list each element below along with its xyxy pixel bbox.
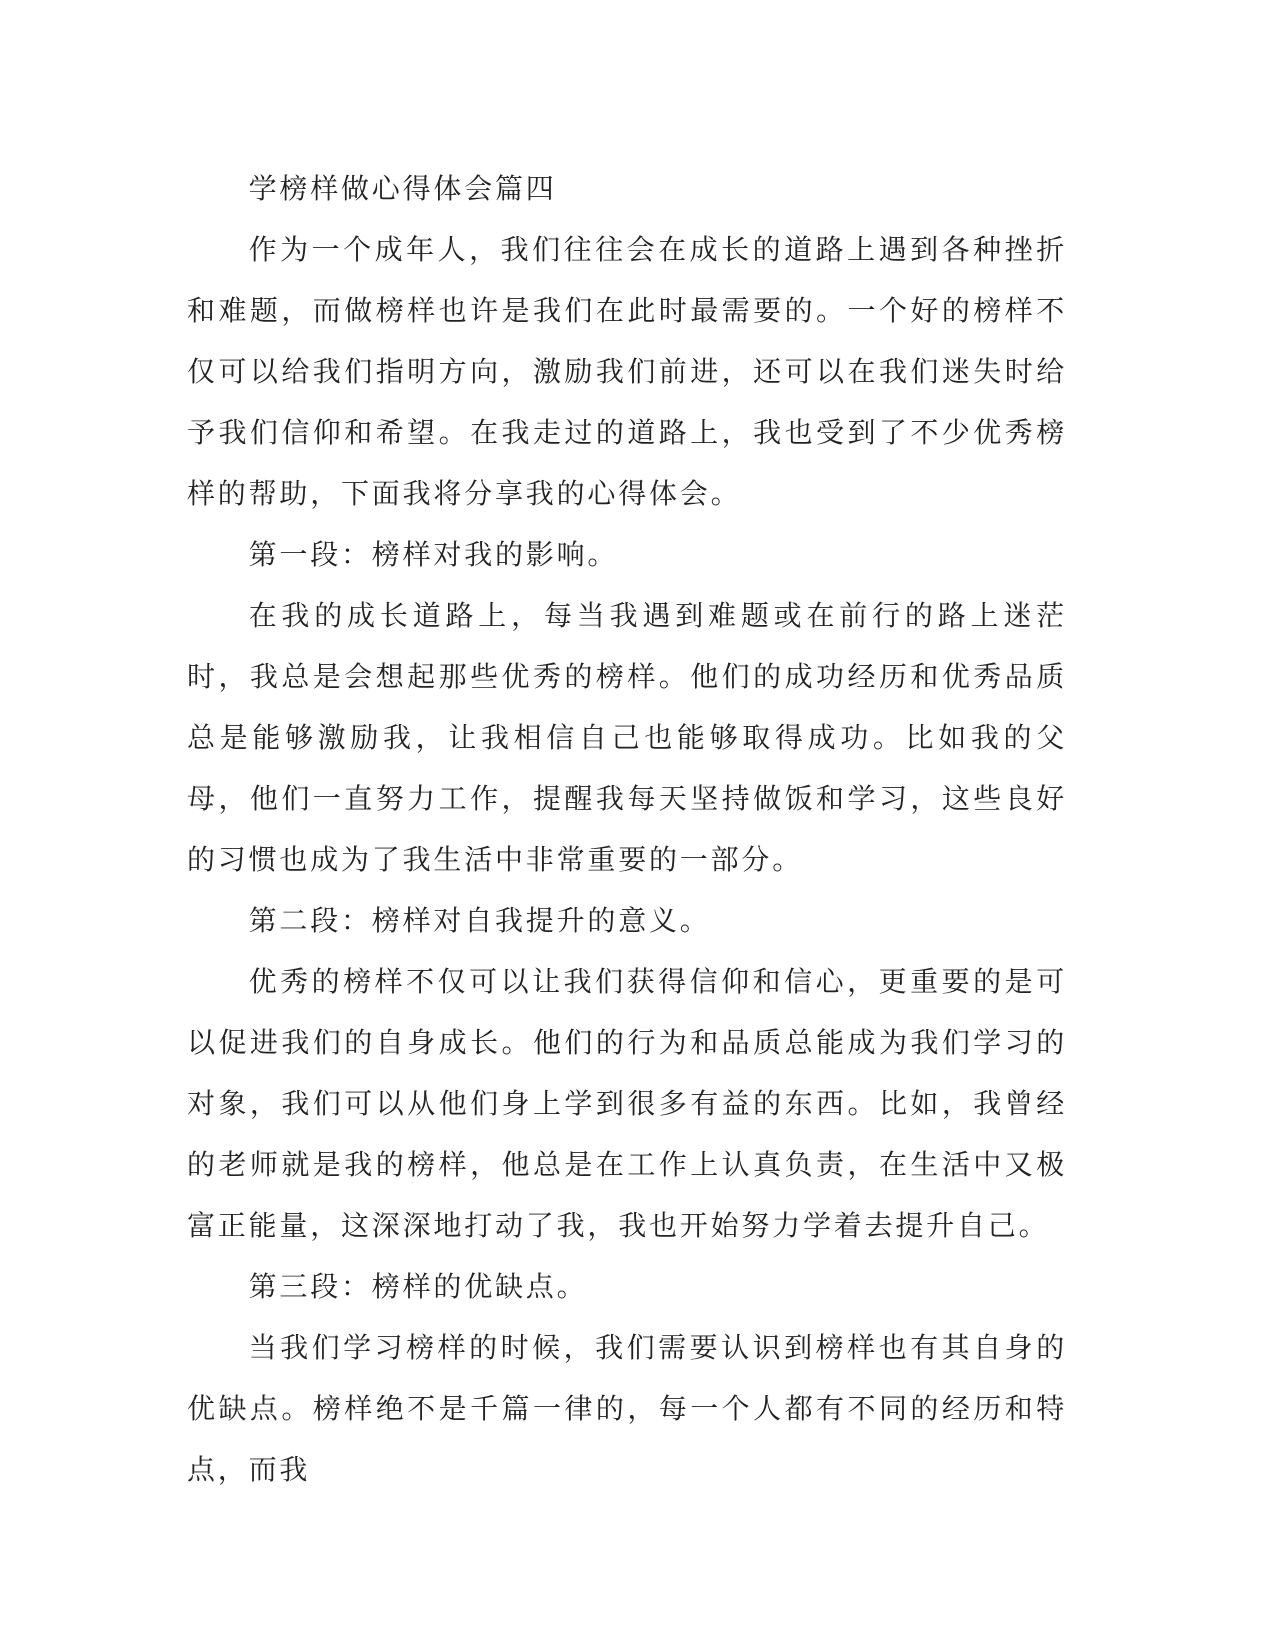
paragraph-intro: 作为一个成年人，我们往往会在成长的道路上遇到各种挫折和难题，而做榜样也许是我们在此时最需要的。一个好的榜样不仅可以给我们指明方向，激励我们前进，还可以在我们迷失时给予我们信仰和希望。在我走过的道路上，我也受到了不少优秀榜样的帮助，下面我将分享我的心得体会。 bbox=[187, 233, 1067, 510]
paragraph-section-3: 当我们学习榜样的时候，我们需要认识到榜样也有其自身的优缺点。榜样绝不是千篇一律的，每一个人都有不同的经历和特点，而我 bbox=[187, 1331, 1067, 1486]
document-title: 学榜样做心得体会篇四 bbox=[248, 172, 557, 205]
document-body bbox=[187, 158, 1067, 1500]
section-heading-3: 第三段：榜样的优缺点。 bbox=[248, 1270, 588, 1303]
section-heading-2: 第二段：榜样对自我提升的意义。 bbox=[248, 904, 711, 937]
paragraph-section-2: 优秀的榜样不仅可以让我们获得信仰和信心，更重要的是可以促进我们的自身成长。他们的行为和品质总能成为我们学习的对象，我们可以从他们身上学到很多有益的东西。比如，我曾经的老师就是我的榜样，他总是在工作上认真负责，在生活中又极富正能量，这深深地打动了我，我也开始努力学着去提升自己。 bbox=[187, 965, 1067, 1242]
section-heading-1: 第一段：榜样对我的影响。 bbox=[248, 538, 619, 571]
paragraph-section-1: 在我的成长道路上，每当我遇到难题或在前行的路上迷茫时，我总是会想起那些优秀的榜样。他们的成功经历和优秀品质总是能够激励我，让我相信自己也能够取得成功。比如我的父母，他们一直努力工作，提醒我每天坚持做饭和学习，这些良好的习惯也成为了我生活中非常重要的一部分。 bbox=[187, 599, 1067, 876]
